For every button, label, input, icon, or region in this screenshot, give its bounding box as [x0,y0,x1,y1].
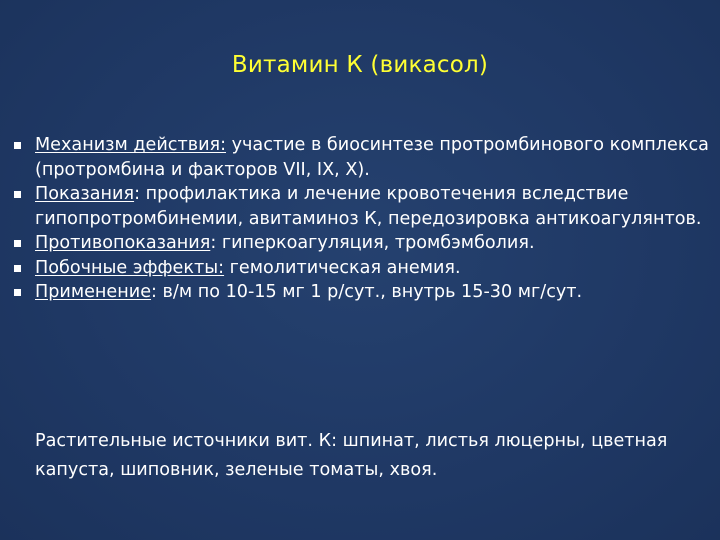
bullet-term: Показания [35,184,135,204]
slide-title: Витамин К (викасол) [231,52,489,78]
square-bullet-icon [14,289,21,296]
bullet-term: Механизм действия: [35,135,227,155]
square-bullet-icon [14,191,21,198]
square-bullet-icon [14,240,21,247]
bullet-text: участие в биосинтезе протромбинового комплекса (протромбина и факторов VII, IX, X). [35,135,709,180]
square-bullet-icon [14,142,21,149]
bullet-side-effects [12,256,712,281]
bullet-contraindications [12,231,712,256]
bullet-mechanism [12,133,712,182]
bullet-text: : в/м по 10-15 мг 1 р/сут., внутрь 15-30 мг/сут. [151,282,583,302]
plant-sources-text: Растительные источники вит. К: шпинат, листья люцерны, цветная капуста, шиповник, зеленые томаты, хвоя. [35,431,668,480]
bullet-text: : гиперкоагуляция, тромбэмболия. [210,233,535,253]
bullet-term: Побочные эффекты: [35,257,225,278]
bullet-indications [12,182,712,231]
square-bullet-icon [14,265,21,272]
bullet-term: Противопоказания [35,233,211,253]
bullet-term: Применение [35,282,152,302]
bullet-application [12,280,712,305]
bullet-text: : профилактика и лечение кровотечения вследствие гипопротромбинемии, авитаминоз К, передозировка антикоагулянтов. [35,184,702,229]
bullet-text: гемолитическая анемия. [224,257,461,278]
bullet-list [12,133,712,305]
